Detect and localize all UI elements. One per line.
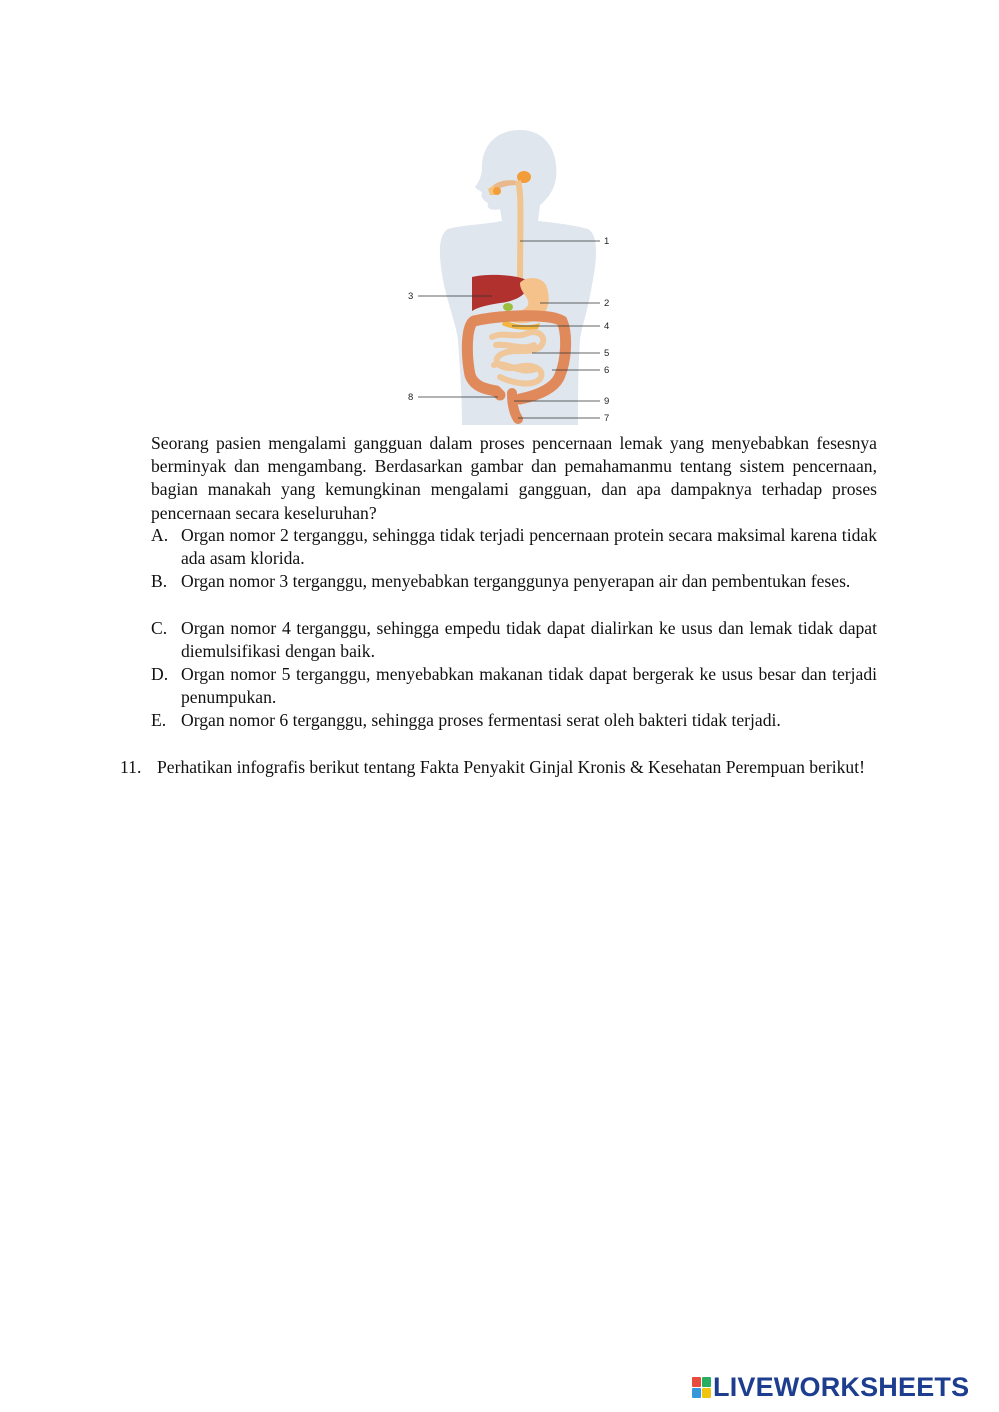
logo-square [692, 1388, 701, 1398]
label-4: 4 [604, 321, 610, 332]
option-text: Organ nomor 3 terganggu, menyebabkan terganggunya penyerapan air dan pembentukan feses. [181, 571, 851, 591]
digestive-system-diagram [400, 125, 630, 425]
label-3: 3 [408, 291, 414, 302]
option-d [151, 663, 877, 709]
option-c [151, 617, 877, 663]
brand-logo-icon [692, 1377, 711, 1398]
label-8: 8 [408, 392, 414, 403]
question-11-text: Perhatikan infografis berikut tentang Fakta Penyakit Ginjal Kronis & Kesehatan Perempuan berikut! [157, 757, 865, 777]
option-letter: B. [151, 571, 168, 591]
label-5: 5 [604, 348, 610, 359]
option-letter: D. [151, 664, 169, 684]
label-9: 9 [604, 396, 610, 407]
label-6: 6 [604, 365, 610, 376]
label-2: 2 [604, 298, 610, 309]
liveworksheets-logo [692, 1372, 990, 1402]
label-7: 7 [604, 413, 610, 424]
gallbladder [503, 303, 513, 311]
logo-square [692, 1377, 701, 1387]
option-text: Organ nomor 6 terganggu, sehingga proses fermentasi serat oleh bakteri tidak terjadi. [181, 710, 781, 730]
option-letter: A. [151, 525, 169, 545]
option-text: Organ nomor 4 terganggu, sehingga empedu tidak dapat dialirkan ke usus dan lemak tidak dapat diemulsifikasi dengan baik. [181, 618, 877, 662]
question-number: 11. [120, 757, 142, 777]
brand-name: LIVEWORKSHEETS [713, 1371, 970, 1402]
option-text: Organ nomor 2 terganggu, sehingga tidak terjadi pencernaan protein secara maksimal karena tidak ada asam klorida. [181, 525, 877, 569]
option-letter: E. [151, 710, 167, 730]
logo-square [702, 1377, 711, 1387]
option-a [151, 524, 877, 570]
logo-square [702, 1388, 711, 1398]
option-b [151, 570, 877, 593]
question-text: Seorang pasien mengalami gangguan dalam proses pencernaan lemak yang menyebabkan fesesnya berminyak dan mengambang. Berdasarkan gambar dan pemahamanmu tentang sistem pencernaan, bagian manakah yang kemungkinan mengalami gangguan, dan apa dampaknya terhadap proses pencernaan secara keseluruhan? [151, 433, 877, 523]
option-letter: C. [151, 618, 168, 638]
question-11 [120, 756, 877, 779]
option-e [151, 709, 877, 732]
option-text: Organ nomor 5 terganggu, menyebabkan makanan tidak dapat bergerak ke usus besar dan terjadi penumpukan. [181, 664, 877, 708]
esophagus [518, 181, 521, 285]
label-1: 1 [604, 236, 610, 247]
